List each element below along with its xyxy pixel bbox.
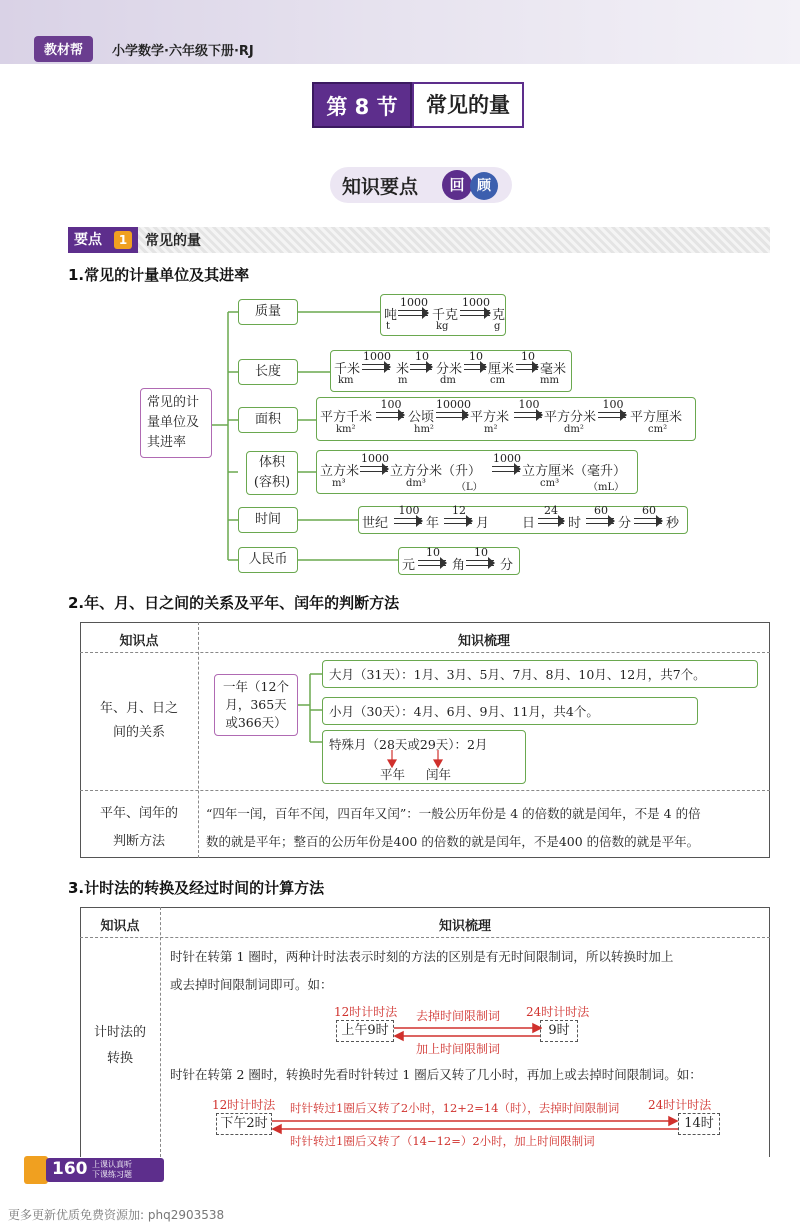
footer-note-2: 下课练习题: [92, 1170, 132, 1179]
area-unit-5: 平方厘米: [630, 410, 683, 425]
footer-note-1: 上课认真听: [92, 1160, 132, 1169]
part2-row1-label-1: 年、月、日之: [99, 701, 178, 716]
volume-arrow-2: [492, 466, 520, 472]
area-abbr-1: km²: [336, 424, 356, 435]
length-unit-4: 厘米: [488, 362, 515, 377]
footer-mascot-icon: [24, 1156, 48, 1184]
review-text: 知识要点: [342, 176, 419, 198]
time-unit-4: 日: [522, 516, 536, 531]
mass-abbr-1: t: [386, 321, 391, 332]
year-line-2: 月，365天: [225, 697, 287, 712]
length-arrow-1: [362, 364, 390, 370]
year-line-1: 一年（12个: [223, 679, 289, 694]
time-arrow-5: [634, 518, 662, 524]
ex1-bottom-label: 加上时间限制词: [416, 1042, 501, 1056]
part3-col1-header: 知识点: [100, 919, 140, 934]
volume-rate-2: 1000: [493, 452, 521, 465]
area-abbr-5: cm²: [648, 424, 668, 435]
time-rate-4: 60: [594, 504, 608, 517]
category-length: 长度: [238, 359, 298, 385]
category-money: 人民币: [238, 547, 298, 573]
ex1-left-title: 12时计时法: [334, 1005, 398, 1019]
length-rate-4: 10: [521, 350, 535, 363]
money-unit-1: 元: [402, 558, 416, 573]
time-unit-1: 世纪: [362, 516, 389, 531]
ex2-left-box: 下午2时: [216, 1113, 272, 1135]
time-unit-5: 时: [568, 516, 582, 531]
length-arrow-2: [410, 364, 432, 370]
volume-abbr-2: dm³: [406, 478, 426, 489]
part3-para1-line2: 或去掉时间限制词即可。如：: [170, 977, 333, 992]
part2-row2-label-2: 判断方法: [112, 834, 165, 849]
part2-row1-label-2: 间的关系: [112, 725, 165, 740]
money-rate-2: 10: [474, 546, 488, 559]
area-unit-1: 平方千米: [320, 410, 373, 425]
part2-row1-label: [80, 697, 198, 745]
part3-label-2: 转换: [106, 1051, 133, 1066]
course-title: 小学数学·六年级下册·RJ: [112, 44, 254, 59]
part2-col2-header: 知识梳理: [457, 634, 510, 649]
year-line-3: 或366天）: [225, 715, 287, 730]
area-rate-4: 100: [602, 398, 624, 411]
ex2-right-box: 14时: [678, 1113, 720, 1135]
length-rate-3: 10: [469, 350, 483, 363]
ex1-right-box: 9时: [540, 1020, 578, 1042]
category-volume-line1: 体积: [258, 455, 285, 470]
part3-heading: 3.计时法的转换及经过时间的计算方法: [68, 879, 325, 897]
length-unit-2: 米: [396, 362, 410, 377]
money-arrow-2: [466, 560, 494, 566]
ex2-top-label: 时针转过1圈后又转了2小时，12+2=14（时），去掉时间限制词: [290, 1101, 620, 1115]
time-rate-3: 24: [544, 504, 558, 517]
category-time: 时间: [238, 507, 298, 533]
length-unit-1: 千米: [334, 362, 361, 377]
root-line-3: 其进率: [147, 435, 187, 450]
mass-arrow-1: [398, 310, 428, 316]
part2-row-divider: [80, 790, 770, 791]
volume-arrow-1: [360, 466, 388, 472]
watermark-text: 更多更新优质免费资源加: phq2903538: [8, 1208, 225, 1222]
root-line-1: 常见的计: [147, 395, 200, 410]
category-volume-line2: (容积): [253, 475, 291, 490]
time-arrow-2: [444, 518, 472, 524]
review-circle-1: 回: [442, 170, 472, 200]
part1-heading: 1.常见的计量单位及其进率: [68, 266, 250, 284]
small-month-box: 小月（30天）：4月、6月、9月、11月，共4个。: [322, 697, 698, 725]
area-unit-4: 平方分米: [544, 410, 597, 425]
area-rate-3: 100: [518, 398, 540, 411]
root-node: [140, 388, 212, 458]
category-mass: 质量: [238, 299, 298, 325]
part2-col1-header: 知识点: [119, 634, 159, 649]
length-unit-5: 毫米: [540, 362, 567, 377]
area-abbr-4: dm²: [564, 424, 584, 435]
part2-row2-label-1: 平年、闰年的: [99, 806, 178, 821]
ex1-right-title: 24时计时法: [526, 1005, 590, 1019]
part2-header-divider: [80, 652, 770, 653]
time-rate-1: 100: [398, 504, 420, 517]
keypoint-title: 常见的量: [145, 233, 201, 249]
length-abbr-1: km: [338, 375, 354, 386]
length-rate-1: 1000: [363, 350, 391, 363]
volume-abbr-1: m³: [332, 478, 346, 489]
part3-para2: 时针在转第 2 圈时，转换时先看时针转过 1 圈后又转了几小时，再加上或去掉时间限制词。如：: [170, 1067, 702, 1082]
footer-note: [92, 1160, 132, 1180]
area-rate-2: 10000: [436, 398, 471, 411]
category-area: 面积: [238, 407, 298, 433]
mass-unit-2: 千克: [432, 308, 459, 323]
ex2-left-title: 12时计时法: [212, 1098, 276, 1112]
length-abbr-4: cm: [490, 375, 506, 386]
money-arrow-1: [418, 560, 446, 566]
area-unit-2: 公顷: [408, 410, 435, 425]
time-arrow-1: [394, 518, 422, 524]
money-unit-2: 角: [452, 558, 466, 573]
part3-para1: [170, 943, 764, 999]
category-volume: [246, 451, 298, 495]
area-arrow-4: [598, 412, 626, 418]
part2-col-divider: [198, 622, 199, 858]
area-unit-3: 平方米: [470, 410, 510, 425]
part3-col2-header: 知识梳理: [438, 919, 491, 934]
volume-unit-2: 立方分米（升）: [390, 464, 482, 479]
time-unit-6: 分: [618, 516, 632, 531]
part2-row2-label: [80, 800, 198, 856]
money-rate-1: 10: [426, 546, 440, 559]
length-arrow-4: [516, 364, 538, 370]
area-abbr-2: hm²: [414, 424, 434, 435]
length-abbr-2: m: [398, 375, 408, 386]
mass-rate-2: 1000: [462, 296, 490, 309]
section-title: 常见的量: [412, 82, 524, 128]
part3-label: [80, 1020, 160, 1072]
mass-abbr-2: kg: [436, 321, 449, 332]
money-unit-3: 分: [500, 558, 514, 573]
keypoint-tag: 要点: [68, 227, 138, 253]
time-arrow-4: [586, 518, 614, 524]
time-unit-3: 月: [476, 516, 490, 531]
time-unit-7: 秒: [666, 516, 680, 531]
ex1-left-box: 上午9时: [336, 1020, 394, 1042]
ex2-right-title: 24时计时法: [648, 1098, 712, 1112]
volume-rate-1: 1000: [361, 452, 389, 465]
part2-row2-text-2: 数的就是平年；整百的公历年份是400 的倍数的就是闰年，不是400 的倍数的就是平年。: [206, 834, 700, 849]
time-rate-2: 12: [452, 504, 466, 517]
part3-col-divider: [160, 907, 161, 1157]
volume-unit-3: 立方厘米（毫升）: [522, 464, 627, 479]
time-rate-5: 60: [642, 504, 656, 517]
volume-abbr-5: （mL）: [588, 482, 625, 493]
run-year-label: 闰年: [426, 767, 452, 782]
part3-label-1: 计时法的: [93, 1025, 146, 1040]
length-arrow-3: [464, 364, 486, 370]
length-rate-2: 10: [415, 350, 429, 363]
area-arrow-1: [376, 412, 404, 418]
mass-unit-1: 吨: [384, 308, 398, 323]
brand-label: 教材帮: [34, 36, 93, 62]
length-abbr-3: dm: [440, 375, 456, 386]
length-unit-3: 分米: [436, 362, 463, 377]
section-number: 第 8 节: [312, 82, 412, 128]
time-arrow-3: [538, 518, 564, 524]
part3-para1-line1: 时针在转第 1 圈时，两种计时法表示时刻的方法的区别是有无时间限制词，所以转换时加上: [170, 949, 674, 964]
big-month-box: 大月（31天）：1月、3月、5月、7月、8月、10月、12月，共7个。: [322, 660, 758, 688]
ex2-bottom-label: 时针转过1圈后又转了（14−12=）2小时，加上时间限制词: [290, 1134, 595, 1148]
part2-row2-text-1: “四年一闰，百年不闰，四百年又闰”：一般公历年份是 4 的倍数的就是闰年，不是 4 的倍: [206, 806, 701, 821]
area-abbr-3: m²: [484, 424, 498, 435]
time-unit-2: 年: [426, 516, 440, 531]
mass-arrow-2: [460, 310, 490, 316]
special-month-text: 特殊月（28天或29天）：2月: [329, 737, 488, 752]
ex2-arrows: [272, 1115, 680, 1135]
volume-abbr-4: cm³: [540, 478, 560, 489]
ping-year-label: 平年: [380, 767, 406, 782]
keypoint-number: 1: [114, 231, 132, 249]
mass-unit-3: 克: [492, 308, 506, 323]
area-arrow-2: [436, 412, 468, 418]
root-line-2: 量单位及: [147, 415, 200, 430]
part2-heading: 2.年、月、日之间的关系及平年、闰年的判断方法: [68, 594, 400, 612]
length-abbr-5: mm: [540, 375, 559, 386]
mass-rate-1: 1000: [400, 296, 428, 309]
part2-row2-text: [206, 800, 766, 856]
part3-header-divider: [80, 937, 770, 938]
area-rate-1: 100: [380, 398, 402, 411]
mass-abbr-3: g: [494, 321, 501, 332]
volume-abbr-3: （L）: [456, 482, 483, 493]
volume-unit-1: 立方米: [320, 464, 360, 479]
page-number: 160: [52, 1159, 88, 1179]
review-circle-2: 顾: [470, 172, 498, 200]
ex1-arrows: [394, 1022, 542, 1042]
year-box: [214, 674, 298, 736]
area-arrow-3: [514, 412, 542, 418]
ex1-top-label: 去掉时间限制词: [416, 1009, 501, 1023]
